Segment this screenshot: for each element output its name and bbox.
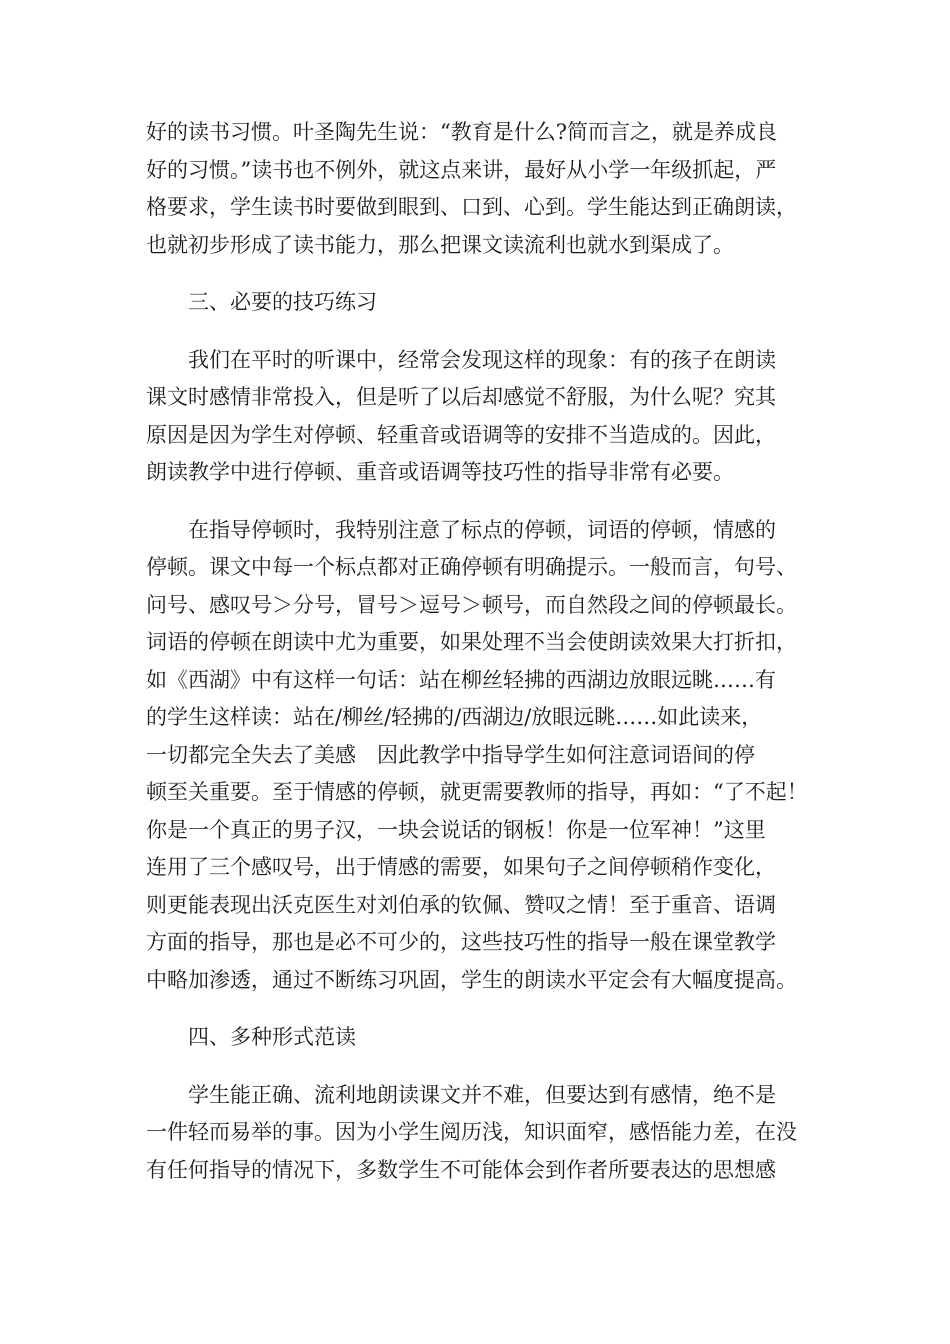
text-line: 停顿。课文中每一个标点都对正确停顿有明确提示。一般而言，句号、: [146, 555, 797, 579]
text-line: 则更能表现出沃克医生对刘伯承的钦佩、赞叹之情！至于重音、语调: [146, 892, 776, 917]
text-line: 学生能正确、流利地朗读课文并不难，但要达到有感情，绝不是: [146, 1082, 776, 1107]
text-line: 一切都完全失去了美感 因此教学中指导学生如何注意词语间的停: [146, 742, 755, 767]
text-line: 好的习惯。”读书也不例外，就这点来讲，最好从小学一年级抓起，严: [146, 157, 777, 182]
paragraph-reading-habits: [146, 114, 810, 264]
text-line: 连用了三个感叹号，出于情感的需要，如果句子之间停顿稍作变化，: [146, 855, 776, 879]
text-line: 朗读教学中进行停顿、重音或语调等技巧性的指导非常有必要。: [146, 460, 734, 484]
paragraph-pause-guidance: [146, 512, 810, 1000]
text-line: 顿至关重要。至于情感的停顿，就更需要教师的指导，再如：“了不起！: [146, 780, 808, 804]
text-line: 问号、感叹号＞分号，冒号＞逗号＞顿号，而自然段之间的停顿最长。: [146, 592, 797, 617]
text-line: 有任何指导的情况下，多数学生不可能体会到作者所要表达的思想感: [146, 1157, 776, 1182]
text-line: 也就初步形成了读书能力，那么把课文读流利也就水到渠成了。: [146, 232, 734, 257]
heading-text: 三、必要的技巧练习: [188, 290, 377, 314]
text-line: 的学生这样读：站在/柳丝/轻拂的/西湖边/放眼远眺……如此读来，: [146, 705, 763, 729]
text-line: 课文时感情非常投入，但是听了以后却感觉不舒服，为什么呢？究其: [146, 385, 776, 409]
text-line: 词语的停顿在朗读中尤为重要，如果处理不当会使朗读效果大打折扣，: [146, 630, 797, 654]
text-line: 我们在平时的听课中，经常会发现这样的现象：有的孩子在朗读: [146, 347, 776, 372]
section-heading-skills-practice: [146, 284, 810, 322]
text-line: 如《西湖》中有这样一句话：站在柳丝轻拂的西湖边放眼远眺……有: [146, 667, 776, 692]
section-heading-model-reading: [146, 1019, 810, 1057]
paragraph-skills-intro: [146, 342, 810, 492]
heading-text: 四、多种形式范读: [188, 1025, 356, 1049]
text-line: 格要求，学生读书时要做到眼到、口到、心到。学生能达到正确朗读，: [146, 195, 797, 219]
text-line: 一件轻而易举的事。因为小学生阅历浅，知识面窄，感悟能力差，在没: [146, 1120, 797, 1144]
text-line: 在指导停顿时，我特别注意了标点的停顿，词语的停顿，情感的: [146, 517, 776, 542]
text-line: 原因是因为学生对停顿、轻重音或语调等的安排不当造成的。因此，: [146, 422, 776, 447]
text-line: 好的读书习惯。叶圣陶先生说：“教育是什么?简而言之，就是养成良: [146, 120, 777, 144]
text-line: 中略加渗透，通过不断练习巩固，学生的朗读水平定会有大幅度提高。: [146, 967, 797, 992]
document-body: [146, 114, 810, 1189]
paragraph-emotional-reading: [146, 1077, 810, 1190]
text-line: 方面的指导，那也是必不可少的，这些技巧性的指导一般在课堂教学: [146, 930, 776, 954]
text-line: 你是一个真正的男子汉，一块会说话的钢板！你是一位军神！”这里: [146, 817, 766, 842]
